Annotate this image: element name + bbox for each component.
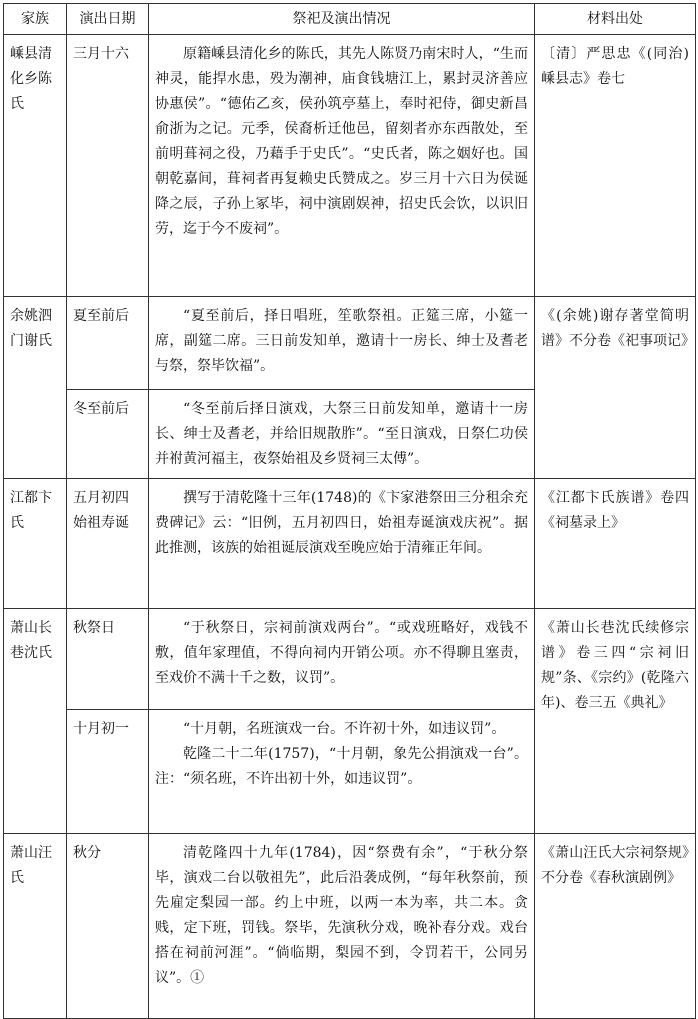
source-cell: 《萧山汪氏大宗祠祭规》不分卷《春秋演剧例》: [535, 834, 696, 1019]
header-date: 演出日期: [67, 4, 149, 35]
description-cell: [149, 390, 535, 479]
source-cell: 《江都卞氏族谱》卷四《祠墓录上》: [535, 479, 696, 609]
description-paragraph: “十月朝，名班演戏一台。不许初十外，如违议罚”。: [183, 721, 506, 737]
description-cell: [149, 609, 535, 710]
header-row: [4, 4, 696, 35]
source-cell: 《萧山长巷沈氏续修宗谱》卷三四“宗祠旧规”条、《宗约》(乾隆六年)、卷三五《典礼》: [535, 609, 696, 834]
table-row: [4, 297, 696, 390]
header-description: 祭祀及演出情况: [149, 4, 535, 35]
table-row: [4, 479, 696, 609]
description-paragraph: “于秋祭日，宗祠前演戏两台”。“或戏班略好，戏钱不敷，值年家理值，不得向祠内开销公项。亦不得聊且塞责，至戏价不满十千之数，议罚”。: [155, 620, 528, 686]
date-cell: 秋分: [67, 834, 149, 1019]
description-paragraph: 撰写于清乾隆十三年(1748)的《卞家港祭田三分租余充费碑记》云：“旧例，五月初四日，始祖寿诞演戏庆祝”。据此推测，该族的始祖诞辰演戏至晚应始于清雍正年间。: [155, 490, 528, 556]
description-cell: [149, 834, 535, 1019]
table-row: [4, 609, 696, 710]
family-cell: 萧山汪氏: [4, 834, 67, 1019]
family-cell: 嵊县清化乡陈氏: [4, 35, 67, 297]
date-cell: 冬至前后: [67, 390, 149, 479]
description-paragraph: 清乾隆四十九年(1784)，因“祭费有余”，“于秋分祭毕，演戏二台以敬祖先”，此后沿袭成例，“每年秋祭前，预先雇定梨园一部。约上中班，以两一本为率，共二本。贪贱，定下班，罚钱。祭毕，先演秋分戏，晚补春分戏。戏台搭在祠前河涯”。“倘临期，梨园不到，令罚若干，公同另议”。①: [155, 845, 528, 986]
family-cell: 萧山长巷沈氏: [4, 609, 67, 834]
ritual-drama-table: [3, 3, 696, 1019]
description-cell: [149, 479, 535, 609]
source-cell: 〔清〕严思忠《(同治)嵊县志》卷七: [535, 35, 696, 297]
description-paragraph: “冬至前后择日演戏，大祭三日前发知单，邀请十一房长、绅士及耆老，并给旧规散胙”。“至日演戏，日祭仁功侯并祔黄河福主，夜祭始祖及乡贤祠三太傅”。: [155, 401, 528, 467]
family-cell: 江都卞氏: [4, 479, 67, 609]
date-cell: 秋祭日: [67, 609, 149, 710]
description-paragraph: 乾隆二十二年(1757)，“十月朝，象先公捐演戏一台”。注：“须名班，不许出初十外，如违议罚”。: [155, 746, 528, 787]
description-cell: [149, 297, 535, 390]
date-cell: 五月初四始祖寿诞: [67, 479, 149, 609]
date-cell: 三月十六: [67, 35, 149, 297]
description-cell: [149, 35, 535, 297]
family-cell: 余姚泗门谢氏: [4, 297, 67, 479]
header-source: 材料出处: [535, 4, 696, 35]
description-paragraph: 原籍嵊县清化乡的陈氏，其先人陈贤乃南宋时人，“生而神灵，能捍水患，殁为潮神，庙食钱塘江上，累封灵济善应协惠侯”。“德佑乙亥，侯孙筑亭墓上，奉时祀侍，御史新昌俞浙为之记。元季，侯裔析迁他邑，留刻者亦东西散处，至前明葺祠之役，乃藉手于史氏”。“史氏者，陈之姻好也。国朝乾嘉间，葺祠者再复赖史氏赞成之。岁三月十六日为侯诞降之辰，子孙上冢毕，祠中演剧娱神，招史氏会饮，以识旧劳，迄于今不废祠”。: [155, 46, 528, 237]
table-row: [4, 834, 696, 1019]
header-family: 家族: [4, 4, 67, 35]
description-paragraph: “夏至前后，择日唱班，笙歌祭祖。正筵三席，小筵一席，副筵二席。三日前发知单，邀请十一房长、绅士及耆老与祭，祭毕饮福”。: [155, 308, 528, 374]
date-cell: 十月初一: [67, 710, 149, 834]
description-cell: [149, 710, 535, 834]
date-cell: 夏至前后: [67, 297, 149, 390]
table-row: [4, 35, 696, 297]
source-cell: 《(余姚)谢存著堂简明谱》不分卷《祀事项记》: [535, 297, 696, 479]
